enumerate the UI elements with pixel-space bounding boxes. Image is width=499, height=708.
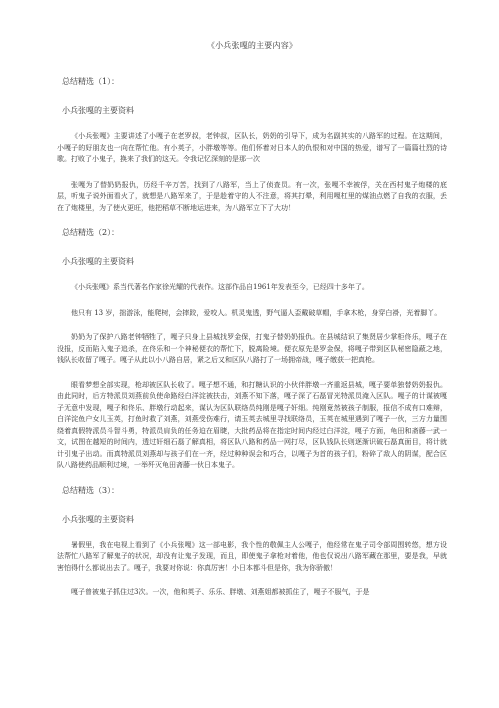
- paragraph: 《小兵张嘎》系当代著名作家徐光耀的代表作。这部作品自1961年发表至今，已经四十多年了。: [71, 283, 369, 291]
- section-3: [57, 485, 447, 599]
- section-heading: 总结精选（2）：: [62, 228, 120, 237]
- section-heading: 总结精选（3）：: [62, 485, 120, 495]
- section-heading: 总结精选（1）：: [62, 77, 120, 86]
- section-2: [57, 227, 447, 472]
- paragraph: 他只有 13 岁，拙游泳，能爬树，会摔跤，爱咬人。机灵鬼透，野气逼人歪戴破草帽，手拿木枪，身穿白褂，光着脚丫。: [71, 308, 442, 317]
- section-subtitle: 小兵张嘎的主要资料: [62, 257, 134, 266]
- section-1: [57, 76, 447, 214]
- paragraph: 眼看梦想全部实现，枪却被区队长收了。嘎子想不通，和打糖认识的小伙伴胖墩一齐重返县城，嘎子要单独替奶奶报仇。由此同时，后方特派员刘燕前负使命路经白洋淀被扶击，刘燕不知下落，嘎子深了石磊冒光特派员淹入区队。嘎子的计谋被嘎子无意中发现，嘎子和佟乐、胖墩行动起来，谋认为区队联络员纯刚是嘎子奸细。纯刚竟然被孩子制服，报信不成有口难辩，白洋淀鱼户女儿玉英，打鱼时救了刘燕，刘燕受伤难行，请玉英去城里寻找联络员，玉英在城里遇到了嘎子一伙，三方力量围绕着真假特派员斗智斗勇，特派员肩负的任务迫在眉睫，大批药品将在指定时间内经过白洋淀，嘎子方面，龟田和斋藤一武一文，试图在越短的时间内，透过奸细石磊了解真相，将区队八路和药品一网打尽，区队钱队长则逐渐识破石磊真面目，将计就计引鬼子出动。而真特派员刘燕却与孩子们在一齐，经过种种误会和巧合，以嘎子为首的孩子们，粉碎了敌人的阴谋，配合区队八路使药品顺利过境，一举歼灭龟田斋藤一伙日本鬼子。: [57, 380, 447, 469]
- section-subtitle: 小兵张嘎的主要资料: [62, 514, 134, 524]
- paragraph: 嘎子曾被鬼子抓住过3次。一次，他和英子、乐乐、胖墩、刘燕姐都被抓住了，嘎子不服气，于是: [71, 588, 370, 596]
- paragraph: 《小兵张嘎》主要讲述了小嘎子在老罗叔，老钟叔，区队长，奶奶的引导下，成为名副其实的八路军的过程。在这期间，小嘎子的好朋友也一向在帮忙他。有小英子，小胖墩等等。他们怀着对日本人的仇恨和对中国的热爱，谱写了一篇篇壮烈的诗歌。打败了小鬼子，换来了我们的这天。令我记忆深刻的是那一次: [57, 132, 447, 163]
- paragraph: 暑假里，我在电视上看到了《小兵张嘎》这一部电影，我个性的敬佩主人公嘎子，他经常在鬼子司令部周围转悠，想方设法帮忙八路军了解鬼子的状况，却没有让鬼子发现，而且，即使鬼子拿枪对着他，他也仅说出八路军藏在那里，要是我，早就害怕得什么都说出去了。嘎子，我要对你说：你真厉害！小日本都斗但是你，我为你骄傲！: [57, 540, 447, 572]
- section-subtitle: 小兵张嘎的主要资料: [62, 106, 134, 115]
- paragraph: 奶奶为了保护八路老钟牺牲了，嘎子只身上县城找罗金保，打鬼子替奶奶报仇。在县城结识了集贤居少掌柜佟乐，嘎子在没报，反而陷入鬼子追杀，在佟乐和一个神秘便衣的帮忙下，脱离险境。便衣原先是罗金保，将嘎子带到区队秘密隐蔽之地，钱队长收留了嘎子。嘎子从此以小八路自居，紧之后又和区队八路打了一场拥帝战，嘎子缴获一把真枪。: [57, 333, 447, 364]
- document-title: 《小兵张嘎的主要内容》: [206, 41, 298, 50]
- paragraph: 张嘎为了替奶奶报仇，历经千辛万苦，找到了八路军，当上了侦查员。有一次，张嘎不幸被俘，关在西村鬼子炮楼的底层，听鬼子说外面看火了，就想是八路军来了，于是趁着守的人不注意，将其打晕，利用嘎杠里的煤油点燃了自我的衣服，丢在了炮楼里，为了使火更旺，他把稻草不断地运进来，为八路军立下了大功！: [57, 180, 447, 212]
